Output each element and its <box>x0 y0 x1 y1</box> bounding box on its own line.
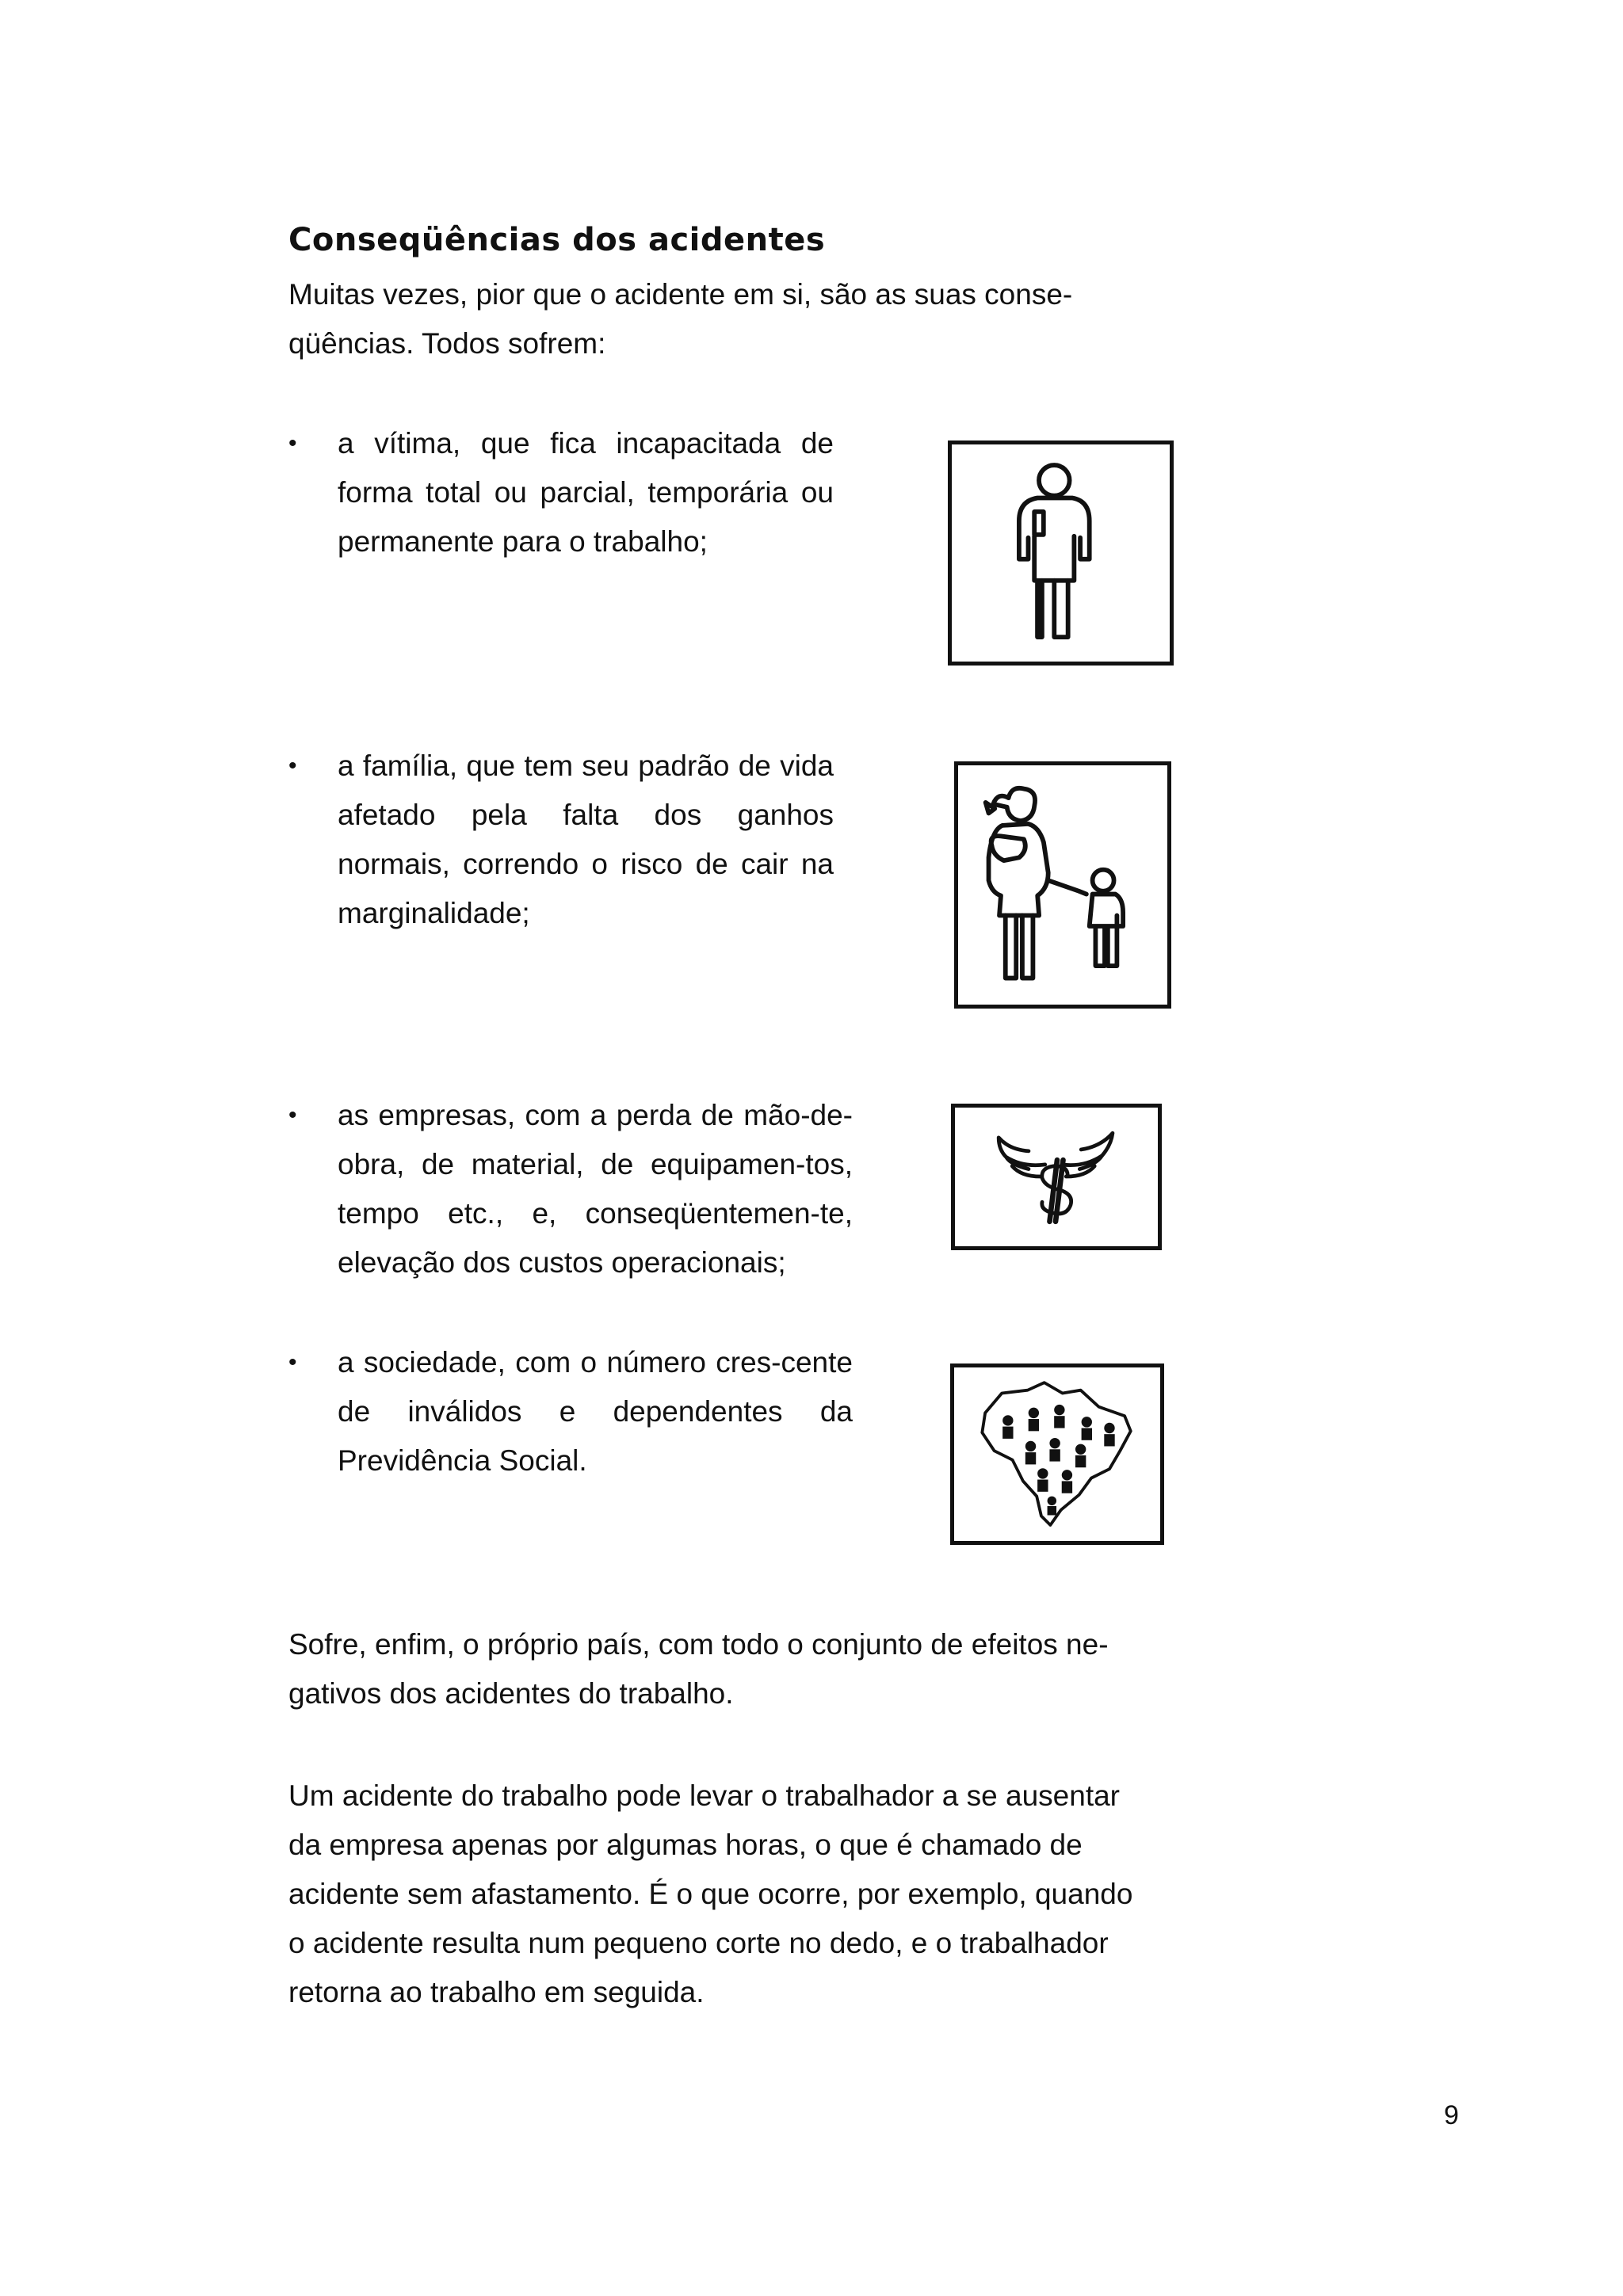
bullet-text: a sociedade, com o número cres-cente de inválidos e dependentes da Previdência Social. <box>338 1346 853 1477</box>
brazil-map-icon <box>950 1363 1164 1545</box>
injured-person-icon <box>948 441 1174 666</box>
intro-paragraph: Muitas vezes, pior que o acidente em si, são as suas conse- qüências. Todos sofrem: <box>288 278 1073 360</box>
bullet-marker: • <box>288 753 297 779</box>
bullet-text: as empresas, com a perda de mão-de-obra, de material, de equipamen-tos, tempo etc., e, conseqüentemen-te, elevação dos custos operacionais; <box>338 1099 853 1279</box>
flying-money-icon <box>951 1104 1162 1250</box>
bullet-marker: • <box>288 1102 297 1128</box>
bullet-marker: • <box>288 430 297 456</box>
page-number: 9 <box>1444 2100 1459 2130</box>
section-heading: Conseqüências dos acidentes <box>288 222 826 258</box>
family-icon <box>954 761 1171 1009</box>
bullet-item-family <box>288 742 834 938</box>
bullet-text: a família, que tem seu padrão de vida afetado pela falta dos ganhos normais, correndo o risco de cair na marginalidade; <box>338 749 834 929</box>
bullet-text: a vítima, que fica incapacitada de forma total ou parcial, temporária ou permanente para o trabalho; <box>338 427 834 558</box>
bullet-item-victim <box>288 419 834 566</box>
bullet-item-companies <box>288 1091 853 1287</box>
closing-paragraph-1: Sofre, enfim, o próprio país, com todo o conjunto de efeitos ne- gativos dos acidentes do trabalho. <box>288 1628 1109 1710</box>
bullet-marker: • <box>288 1349 297 1375</box>
bullet-item-society <box>288 1338 853 1486</box>
closing-paragraph-2: Um acidente do trabalho pode levar o trabalhador a se ausentar da empresa apenas por algumas horas, o que é chamado de acidente sem afastamento. É o que ocorre, por exemplo, quando o acidente resulta num pequeno corte no dedo, e o trabalhador retorna ao trabalho em seguida. <box>288 1779 1133 2008</box>
